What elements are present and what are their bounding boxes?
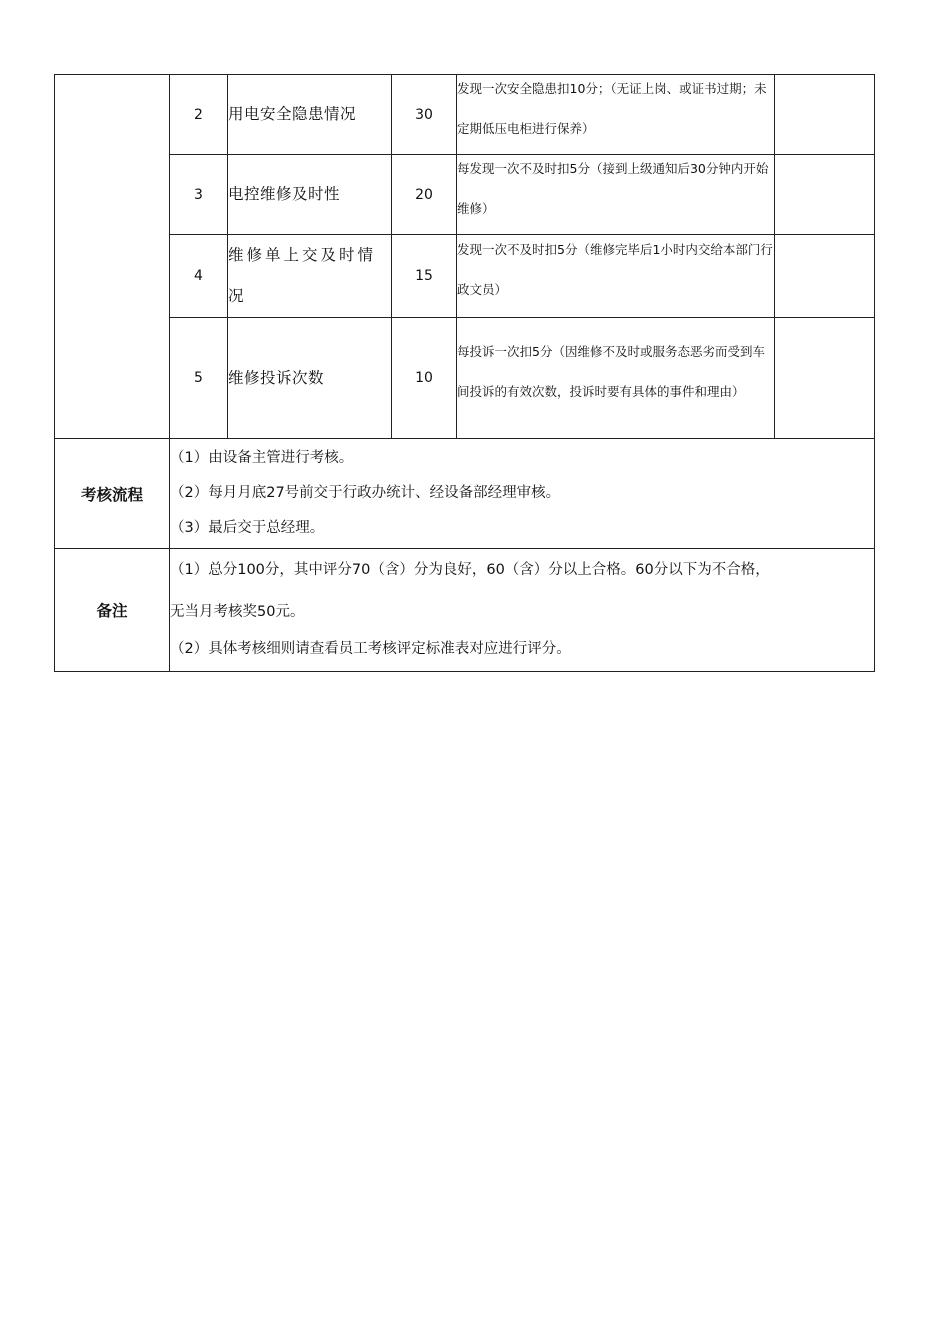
table-row bbox=[55, 75, 875, 155]
item-score: 20 bbox=[392, 155, 457, 235]
process-line: （3）最后交于总经理。 bbox=[170, 520, 325, 536]
item-number: 4 bbox=[170, 235, 228, 318]
process-row bbox=[55, 439, 875, 549]
item-name: 维修投诉次数 bbox=[228, 318, 392, 439]
item-name: 维修单上交及时情况 bbox=[228, 235, 392, 318]
process-label: 考核流程 bbox=[55, 439, 170, 549]
process-content bbox=[170, 439, 875, 549]
result-cell bbox=[775, 318, 875, 439]
assessment-table bbox=[54, 74, 875, 672]
process-line: （2）每月月底27号前交于行政办统计、经设备部经理审核。 bbox=[170, 485, 561, 501]
item-number: 2 bbox=[170, 75, 228, 155]
item-rule: 每发现一次不及时扣5分（接到上级通知后30分钟内开始维修） bbox=[457, 160, 769, 216]
notes-content bbox=[170, 549, 875, 672]
notes-line: （2）具体考核细则请查看员工考核评定标准表对应进行评分。 bbox=[170, 641, 571, 657]
item-rule-cell bbox=[457, 235, 775, 318]
category-cell bbox=[55, 75, 170, 439]
item-number: 3 bbox=[170, 155, 228, 235]
item-score: 15 bbox=[392, 235, 457, 318]
result-cell bbox=[775, 75, 875, 155]
item-rule-cell bbox=[457, 318, 775, 439]
notes-line: （1）总分100分，其中评分70（含）分为良好，60（含）分以上合格。60分以下为不合格， bbox=[170, 562, 770, 578]
notes-row bbox=[55, 549, 875, 672]
item-rule: 发现一次安全隐患扣10分；（无证上岗、或证书过期；未定期低压电柜进行保养） bbox=[457, 80, 767, 136]
notes-label: 备注 bbox=[55, 549, 170, 672]
table-row bbox=[55, 235, 875, 318]
process-line: （1）由设备主管进行考核。 bbox=[170, 450, 354, 466]
result-cell bbox=[775, 235, 875, 318]
item-rule-cell bbox=[457, 75, 775, 155]
item-number: 5 bbox=[170, 318, 228, 439]
notes-line: 无当月考核奖50元。 bbox=[170, 604, 305, 620]
item-name: 用电安全隐患情况 bbox=[228, 75, 392, 155]
item-score: 30 bbox=[392, 75, 457, 155]
result-cell bbox=[775, 155, 875, 235]
item-rule: 每投诉一次扣5分（因维修不及时或服务态恶劣而受到车间投诉的有效次数，投诉时要有具体的事件和理由） bbox=[457, 344, 765, 399]
table-row bbox=[55, 318, 875, 439]
item-score: 10 bbox=[392, 318, 457, 439]
table-row bbox=[55, 155, 875, 235]
item-rule-cell bbox=[457, 155, 775, 235]
item-name: 电控维修及时性 bbox=[228, 155, 392, 235]
item-rule: 发现一次不及时扣5分（维修完毕后1小时内交给本部门行政文员） bbox=[457, 242, 773, 297]
